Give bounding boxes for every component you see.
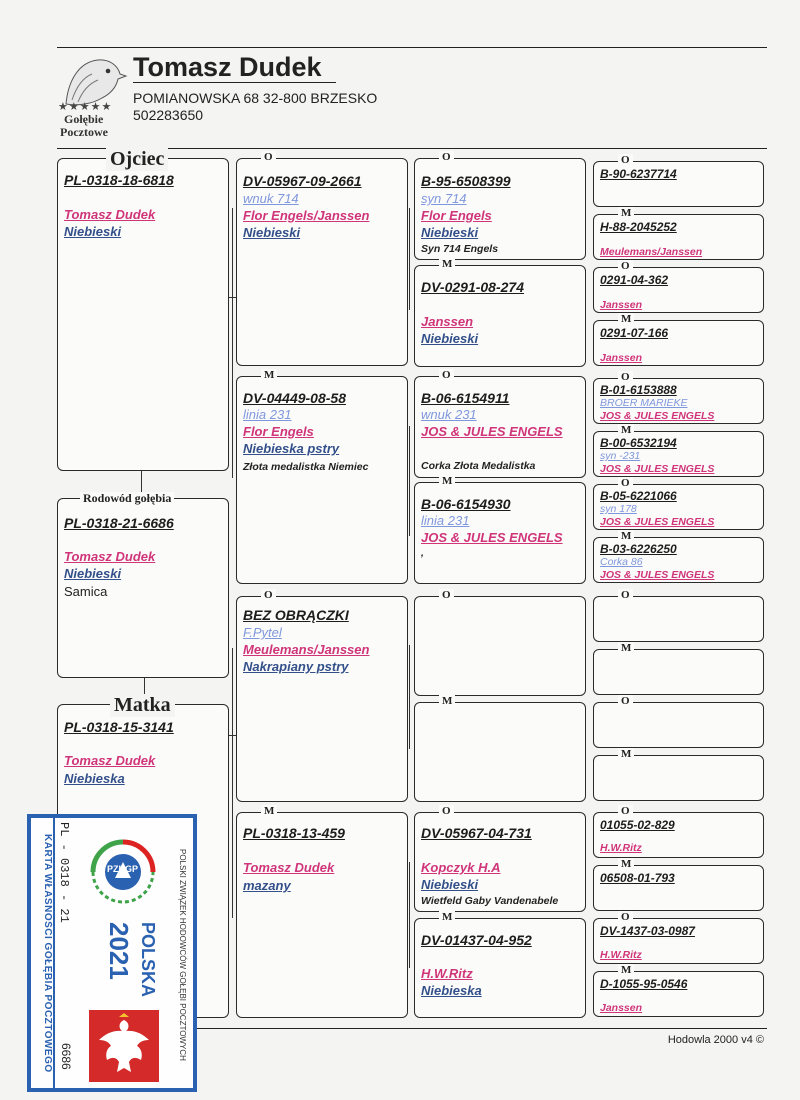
ownership-card[interactable] [27, 814, 197, 1092]
sss-line: syn 714 [421, 191, 467, 206]
connector [409, 208, 410, 310]
sire-dam-breeder: Flor Engels [243, 424, 314, 439]
dddd-box[interactable] [593, 964, 764, 1017]
sss-marker: O [439, 151, 454, 163]
ssd-breeder: Janssen [421, 314, 474, 329]
ddds-ring: DV-1437-03-0987 [600, 924, 695, 938]
dsds-box[interactable] [593, 695, 764, 748]
dds-color: Niebieski [421, 877, 479, 892]
sdd-marker: M [439, 475, 455, 487]
pigeon-logo [58, 52, 128, 142]
sdss-breeder: JOS & JULES ENGELS [600, 410, 715, 422]
dsdd-marker: M [618, 748, 634, 760]
sire-sire-line: wnuk 714 [243, 191, 299, 206]
sdds-line: syn 178 [600, 503, 637, 515]
ssd-marker: M [439, 258, 455, 270]
ddd-color: Niebieska [421, 983, 482, 998]
ddss-breeder: H.W.Ritz [600, 842, 642, 854]
sds-note: Corka Złota Medalistka [421, 460, 536, 472]
ssds-marker: O [618, 260, 633, 272]
sddd-breeder: JOS & JULES ENGELS [600, 569, 715, 581]
sdds-ring: B-05-6221066 [600, 489, 677, 503]
dss-box[interactable] [414, 589, 586, 696]
sdd-breeder: JOS & JULES ENGELS [421, 530, 563, 545]
dam-dam-color: mazany [243, 878, 291, 893]
sss-color: Niebieski [421, 225, 479, 240]
ssds-breeder: Janssen [600, 299, 643, 311]
subject-ring: PL-0318-21-6686 [64, 515, 174, 531]
dam-sire-breeder: Meulemans/Janssen [243, 642, 370, 657]
sire-color: Niebieski [64, 224, 122, 239]
ssd-box[interactable] [414, 258, 586, 367]
dddd-ring: D-1055-95-0546 [600, 977, 688, 991]
connector [232, 208, 233, 478]
sds-ring: B-06-6154911 [421, 390, 510, 406]
connector [409, 645, 410, 749]
sdsd-breeder: JOS & JULES ENGELS [600, 463, 715, 475]
ddds-marker: O [618, 911, 633, 923]
owner-address: POMIANOWSKA 68 32-800 BRZESKO [133, 90, 378, 106]
ddd-breeder: H.W.Ritz [421, 966, 473, 981]
sssd-box[interactable] [593, 207, 764, 260]
dss-marker: O [439, 589, 454, 601]
subject-breeder: Tomasz Dudek [64, 549, 156, 564]
sss-breeder: Flor Engels [421, 208, 492, 223]
connector [232, 648, 233, 918]
dddd-marker: M [618, 964, 634, 976]
card-year: 2021 [104, 922, 134, 980]
sdd-line: linia 231 [421, 513, 470, 528]
sire-dam-marker: M [261, 369, 277, 381]
ssdd-box[interactable] [593, 313, 764, 366]
subject-box[interactable] [57, 491, 229, 678]
dssd-marker: M [618, 642, 634, 654]
dsd-marker: M [439, 695, 455, 707]
sds-breeder: JOS & JULES ENGELS [421, 424, 563, 439]
sds-box[interactable] [414, 369, 586, 478]
dsdd-box[interactable] [593, 748, 764, 801]
sire-sire-box[interactable] [236, 151, 408, 366]
dam-sire-ring: BEZ OBRĄCZKI [243, 607, 349, 623]
card-org: POLSKI ZWIĄZEK HODOWCÓW GOŁĘBI POCZTOWYCH [178, 849, 187, 1061]
dam-dam-breeder: Tomasz Dudek [243, 860, 335, 875]
sdd-ring: B-06-6154930 [421, 496, 511, 512]
sdd-box[interactable] [414, 475, 586, 584]
card-logo [85, 832, 161, 910]
connector [409, 426, 410, 536]
owner-phone: 502283650 [133, 107, 204, 123]
ssdd-ring: 0291-07-166 [600, 326, 669, 340]
white-eagle-icon [89, 1010, 159, 1082]
ssss-box[interactable] [593, 154, 764, 207]
logo-stars: ★★★★★ [58, 101, 113, 113]
card-number: 6686 [59, 1043, 73, 1070]
ddsd-marker: M [618, 858, 634, 870]
sddd-line: Corka 86 [600, 556, 643, 568]
ddss-box[interactable] [593, 805, 764, 858]
dddd-breeder: Janssen [600, 1002, 643, 1014]
sire-breeder: Tomasz Dudek [64, 207, 156, 222]
subject-label: Rodowód gołębia [80, 492, 174, 504]
ddsd-ring: 06508-01-793 [600, 871, 675, 885]
card-country: POLSKA [138, 922, 158, 998]
sire-dam-box[interactable] [236, 369, 408, 584]
dam-dam-ring: PL-0318-13-459 [243, 825, 345, 841]
sds-line: wnuk 231 [421, 407, 477, 422]
sdsd-line: syn -231 [600, 450, 641, 462]
sdss-ring: B-01-6153888 [600, 383, 677, 397]
ssdd-breeder: Janssen [600, 352, 643, 364]
sire-sire-color: Niebieski [243, 225, 301, 240]
sire-dam-color: Niebieska pstry [243, 441, 340, 456]
sss-box[interactable] [414, 151, 586, 260]
dds-box[interactable] [414, 805, 586, 912]
ddds-box[interactable] [593, 911, 764, 964]
ssd-color: Niebieski [421, 331, 479, 346]
dam-sire-color: Nakrapiany pstry [243, 659, 349, 674]
logo-text-1: Gołębie [64, 112, 104, 126]
card-eagle [89, 1010, 159, 1082]
connector [409, 862, 410, 968]
sds-marker: O [439, 369, 454, 381]
sdsd-marker: M [618, 424, 634, 436]
sire-sire-breeder: Flor Engels/Janssen [243, 208, 370, 223]
owner-name-underline [133, 82, 336, 83]
logo-text-2: Pocztowe [60, 125, 108, 139]
sdds-marker: O [618, 477, 633, 489]
ssss-marker: O [618, 154, 633, 166]
ssss-ring: B-90-6237714 [600, 167, 677, 181]
dam-dam-marker: M [261, 805, 277, 817]
sire-label: Ojciec [106, 148, 168, 171]
sssd-ring: H-88-2045252 [600, 220, 677, 234]
dam-ring: PL-0318-15-3141 [64, 719, 174, 735]
dam-sire-line: F.Pytel [243, 625, 282, 640]
sdds-breeder: JOS & JULES ENGELS [600, 516, 715, 528]
sire-sire-ring: DV-05967-09-2661 [243, 173, 362, 189]
sdsd-ring: B-00-6532194 [600, 436, 677, 450]
sire-box[interactable] [57, 148, 229, 471]
dsss-marker: O [618, 589, 633, 601]
sire-dam-line: linia 231 [243, 407, 292, 422]
dam-sire-box[interactable] [236, 589, 408, 802]
sdd-note: , [421, 547, 424, 559]
sire-dam-note: Złota medalistka Niemiec [243, 461, 369, 473]
sdss-line: BROER MARIEKE [600, 397, 688, 409]
ddds-breeder: H.W.Ritz [600, 949, 642, 961]
ssdd-marker: M [618, 313, 634, 325]
dds-breeder: Kopczyk H.A [421, 860, 501, 875]
ddd-marker: M [439, 911, 455, 923]
top-rule [57, 47, 767, 48]
card-logo-text: PZHGP [107, 864, 139, 874]
dam-label: Matka [110, 694, 175, 717]
ssds-ring: 0291-04-362 [600, 273, 669, 287]
dsds-marker: O [618, 695, 633, 707]
ddss-marker: O [618, 805, 633, 817]
subject-color: Niebieski [64, 566, 122, 581]
subject-sex: Samica [64, 584, 108, 599]
ddd-box[interactable] [414, 911, 586, 1018]
ddsd-box[interactable] [593, 858, 764, 911]
card-ring: PL - 0318 - 21 [57, 822, 71, 923]
sdss-marker: O [618, 371, 633, 383]
dam-sire-marker: O [261, 589, 276, 601]
sire-sire-marker: O [261, 151, 276, 163]
software-credit: Hodowla 2000 v4 © [667, 1034, 764, 1046]
sdss-box[interactable] [593, 371, 764, 424]
dam-color: Niebieska [64, 771, 125, 786]
sssd-marker: M [618, 207, 634, 219]
card-vertical-title: KARTA WŁASNOŚCI GOŁĘBIA POCZTOWEGO [31, 818, 55, 1088]
dsd-box[interactable] [414, 695, 586, 802]
sddd-marker: M [618, 530, 634, 542]
sire-dam-ring: DV-04449-08-58 [243, 390, 346, 406]
sss-ring: B-95-6508399 [421, 173, 511, 189]
dsss-box[interactable] [593, 589, 764, 642]
ssd-ring: DV-0291-08-274 [421, 279, 524, 295]
ddss-ring: 01055-02-829 [600, 818, 675, 832]
dam-dam-box[interactable] [236, 805, 408, 1018]
sire-ring: PL-0318-18-6818 [64, 172, 174, 188]
owner-name: Tomasz Dudek [133, 52, 322, 82]
sdsd-box[interactable] [593, 424, 764, 477]
sssd-breeder: Meulemans/Janssen [600, 246, 703, 258]
ssds-box[interactable] [593, 260, 764, 313]
dds-note: Wietfeld Gaby Vandenabele [421, 895, 559, 907]
sss-note: Syn 714 Engels [421, 243, 499, 255]
sdds-box[interactable] [593, 477, 764, 530]
ddd-ring: DV-01437-04-952 [421, 932, 532, 948]
sddd-ring: B-03-6226250 [600, 542, 677, 556]
dds-marker: O [439, 805, 454, 817]
dds-ring: DV-05967-04-731 [421, 825, 532, 841]
dam-breeder: Tomasz Dudek [64, 753, 156, 768]
sddd-box[interactable] [593, 530, 764, 583]
dssd-box[interactable] [593, 642, 764, 695]
